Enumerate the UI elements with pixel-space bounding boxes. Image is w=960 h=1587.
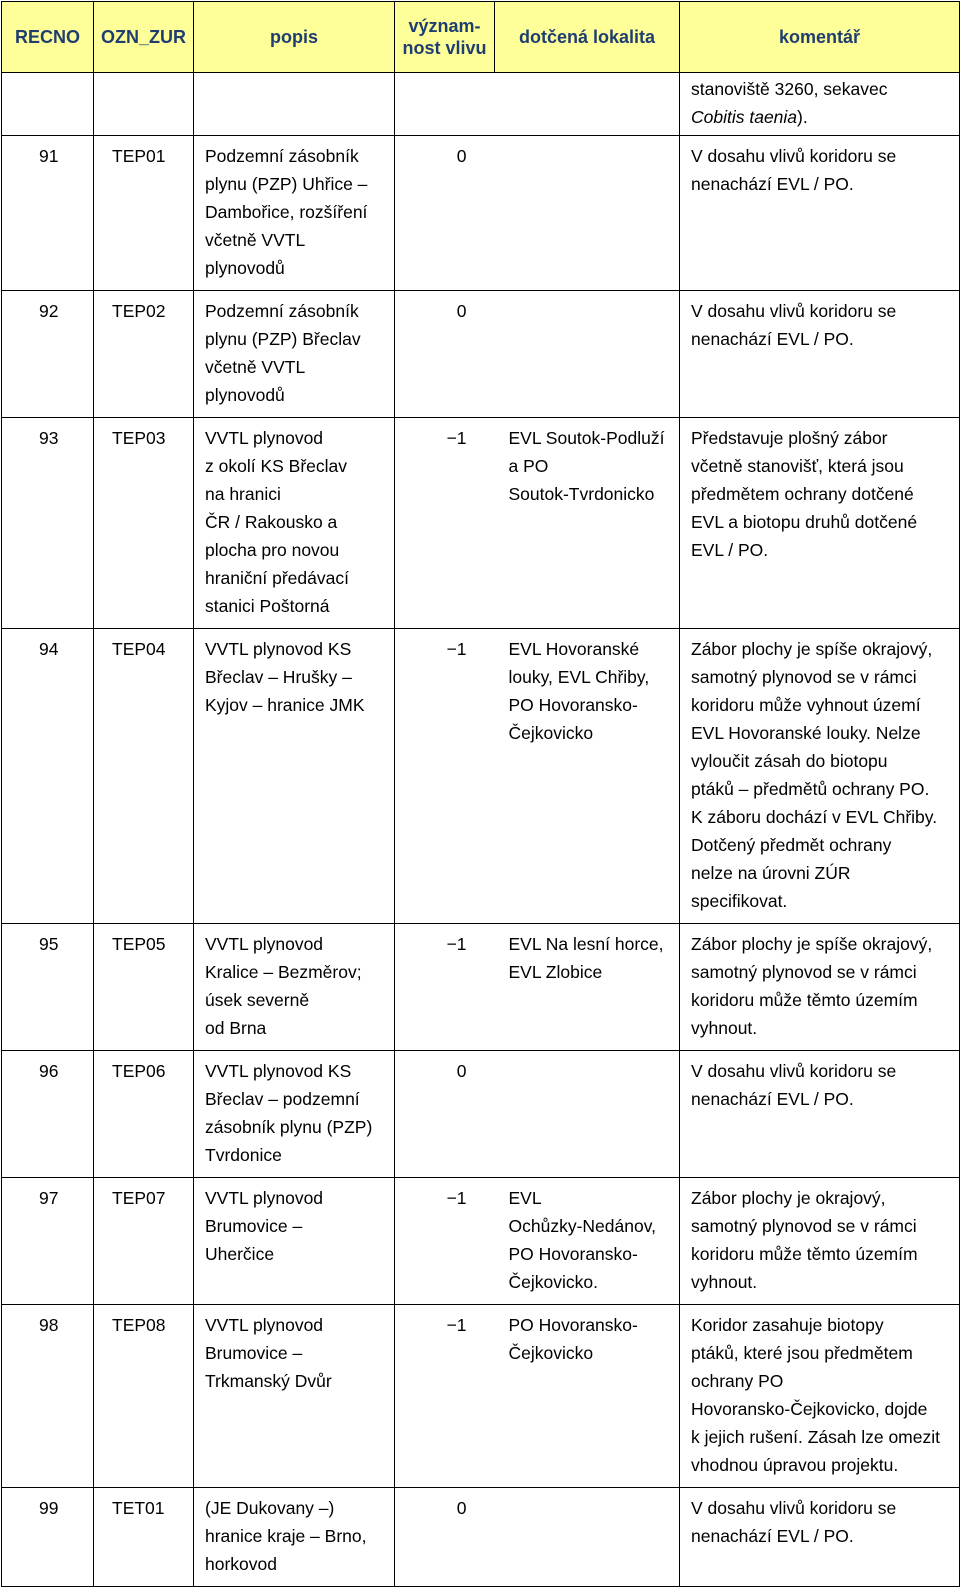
table-row <box>2 136 960 291</box>
cell-popis: VVTL plynovod z okolí KS Břeclav na hranici ČR / Rakousko a plocha pro novou hraniční předávací stanici Poštorná <box>194 418 395 629</box>
cell-popis: VVTL plynovod Brumovice – Uherčice <box>194 1178 395 1305</box>
cell-komentar: V dosahu vlivů koridoru se nenachází EVL / PO. <box>680 1051 960 1178</box>
cell-popis <box>194 73 395 136</box>
cell-ozn: TEP05 <box>94 924 194 1051</box>
cell-ozn: TEP03 <box>94 418 194 629</box>
cell-lokalita <box>495 1051 680 1178</box>
cell-lokalita: PO Hovoransko- Čejkovicko <box>495 1305 680 1488</box>
cell-popis: (JE Dukovany –) hranice kraje – Brno, horkovod <box>194 1488 395 1587</box>
cell-recno: 96 <box>2 1051 94 1178</box>
cell-lokalita: EVL Na lesní horce, EVL Zlobice <box>495 924 680 1051</box>
cell-vyznamnost: 0 <box>395 136 495 291</box>
cell-ozn: TEP02 <box>94 291 194 418</box>
header-vyznamnost: význam- nost vlivu <box>395 2 495 73</box>
cell-komentar: V dosahu vlivů koridoru se nenachází EVL / PO. <box>680 136 960 291</box>
table-row <box>2 1178 960 1305</box>
continuation-text: stanoviště 3260, sekavec <box>691 79 888 99</box>
cell-ozn: TEP01 <box>94 136 194 291</box>
cell-vyznamnost: −1 <box>395 924 495 1051</box>
cell-recno <box>2 73 94 136</box>
header-lokalita: dotčená lokalita <box>495 2 680 73</box>
cell-vyznamnost: 0 <box>395 291 495 418</box>
cell-vyznamnost: 0 <box>395 1488 495 1587</box>
table-row <box>2 1305 960 1488</box>
cell-popis: VVTL plynovod KS Břeclav – Hrušky – Kyjov – hranice JMK <box>194 629 395 924</box>
cell-lokalita: EVL Hovoranské louky, EVL Chřiby, PO Hovoransko- Čejkovicko <box>495 629 680 924</box>
cell-popis: VVTL plynovod Kralice – Bezměrov; úsek severně od Brna <box>194 924 395 1051</box>
continuation-row <box>2 73 960 136</box>
table-row <box>2 291 960 418</box>
header-row <box>2 2 960 73</box>
header-komentar: komentář <box>680 2 960 73</box>
cell-ozn: TET01 <box>94 1488 194 1587</box>
continuation-tail: ). <box>797 107 808 127</box>
cell-recno: 99 <box>2 1488 94 1587</box>
cell-komentar: V dosahu vlivů koridoru se nenachází EVL / PO. <box>680 291 960 418</box>
cell-komentar <box>680 73 960 136</box>
cell-recno: 95 <box>2 924 94 1051</box>
cell-vyznamnost: −1 <box>395 629 495 924</box>
cell-recno: 94 <box>2 629 94 924</box>
cell-popis: Podzemní zásobník plynu (PZP) Uhřice – Dambořice, rozšíření včetně VVTL plynovodů <box>194 136 395 291</box>
table-row <box>2 418 960 629</box>
header-popis: popis <box>194 2 395 73</box>
cell-vyznamnost: −1 <box>395 418 495 629</box>
cell-komentar: V dosahu vlivů koridoru se nenachází EVL / PO. <box>680 1488 960 1587</box>
cell-lokalita <box>495 291 680 418</box>
table-row <box>2 1051 960 1178</box>
cell-komentar: Koridor zasahuje biotopy ptáků, které jsou předmětem ochrany PO Hovoransko-Čejkovicko, dojde k jejich rušení. Zásah lze omezit vhodnou úpravou projektu. <box>680 1305 960 1488</box>
cell-vyznamnost <box>395 73 495 136</box>
cell-recno: 91 <box>2 136 94 291</box>
header-recno: RECNO <box>2 2 94 73</box>
cell-popis: VVTL plynovod Brumovice – Trkmanský Dvůr <box>194 1305 395 1488</box>
cell-lokalita <box>495 136 680 291</box>
cell-lokalita: EVL Soutok-Podluží a PO Soutok-Tvrdonicko <box>495 418 680 629</box>
cell-ozn: TEP06 <box>94 1051 194 1178</box>
cell-komentar: Zábor plochy je spíše okrajový, samotný plynovod se v rámci koridoru může vyhnout území EVL Hovoranské louky. Nelze vyloučit zásah do biotopu ptáků – předmětů ochrany PO. K záboru dochází v EVL Chřiby. Dotčený předmět ochrany nelze na úrovni ZÚR specifikovat. <box>680 629 960 924</box>
cell-komentar: Zábor plochy je okrajový, samotný plynovod se v rámci koridoru může těmto územím vyhnout. <box>680 1178 960 1305</box>
cell-recno: 92 <box>2 291 94 418</box>
continuation-species: Cobitis taenia <box>691 107 798 127</box>
cell-recno: 93 <box>2 418 94 629</box>
cell-popis: VVTL plynovod KS Břeclav – podzemní zásobník plynu (PZP) Tvrdonice <box>194 1051 395 1178</box>
cell-vyznamnost: −1 <box>395 1178 495 1305</box>
cell-lokalita <box>495 73 680 136</box>
cell-komentar: Zábor plochy je spíše okrajový, samotný plynovod se v rámci koridoru může těmto územím vyhnout. <box>680 924 960 1051</box>
cell-komentar: Představuje plošný zábor včetně stanovišť, která jsou předmětem ochrany dotčené EVL a biotopu druhů dotčené EVL / PO. <box>680 418 960 629</box>
cell-recno: 98 <box>2 1305 94 1488</box>
header-ozn-zur: OZN_ZUR <box>94 2 194 73</box>
table-row <box>2 1488 960 1587</box>
table-row <box>2 924 960 1051</box>
cell-recno: 97 <box>2 1178 94 1305</box>
cell-ozn: TEP04 <box>94 629 194 924</box>
impact-table <box>1 1 960 1587</box>
table-row <box>2 629 960 924</box>
cell-lokalita <box>495 1488 680 1587</box>
cell-lokalita: EVL Ochůzky-Nedánov, PO Hovoransko- Čejkovicko. <box>495 1178 680 1305</box>
cell-popis: Podzemní zásobník plynu (PZP) Břeclav včetně VVTL plynovodů <box>194 291 395 418</box>
cell-ozn: TEP07 <box>94 1178 194 1305</box>
cell-ozn <box>94 73 194 136</box>
cell-vyznamnost: −1 <box>395 1305 495 1488</box>
cell-vyznamnost: 0 <box>395 1051 495 1178</box>
cell-ozn: TEP08 <box>94 1305 194 1488</box>
